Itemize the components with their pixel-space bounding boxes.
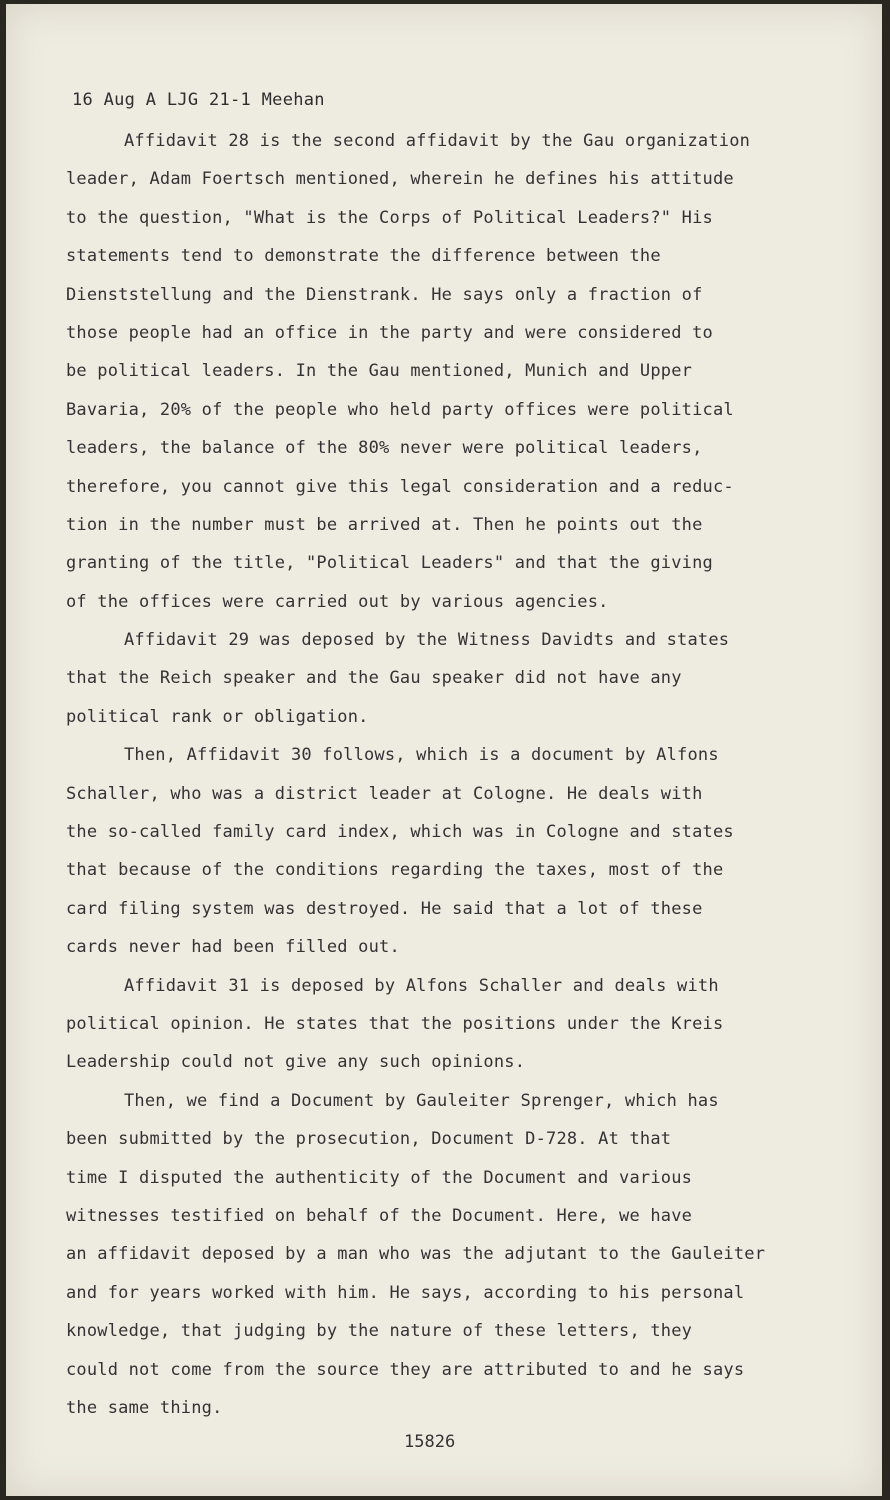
text-line: tion in the number must be arrived at. Then he points out the (66, 514, 703, 535)
text-line: cards never had been filled out. (66, 937, 400, 958)
text-line: Dienststellung and the Dienstrank. He says only a fraction of (66, 284, 703, 305)
text-line: Affidavit 31 is deposed by Alfons Schaller and deals with (124, 975, 719, 996)
text-line: be political leaders. In the Gau mentioned, Munich and Upper (66, 361, 693, 382)
text-line: Affidavit 29 was deposed by the Witness Davidts and states (124, 630, 730, 651)
text-line: those people had an office in the party and were considered to (66, 322, 713, 343)
page-header: 16 Aug A LJG 21-1 Meehan (72, 90, 325, 110)
text-line: card filing system was destroyed. He said that a lot of these (66, 898, 703, 919)
text-line: Affidavit 28 is the second affidavit by the Gau organization (124, 131, 751, 151)
text-line: leaders, the balance of the 80% never were political leaders, (66, 438, 703, 459)
document-page (6, 4, 882, 1496)
text-line: witnesses testified on behalf of the Document. Here, we have (66, 1205, 693, 1226)
text-line: Then, Affidavit 30 follows, which is a document by Alfons (124, 745, 719, 766)
text-line: leader, Adam Foertsch mentioned, wherein he defines his attitude (66, 169, 734, 190)
text-line: been submitted by the prosecution, Document D-728. At that (66, 1129, 672, 1150)
text-line: that the Reich speaker and the Gau speaker did not have any (66, 668, 682, 689)
text-line: political rank or obligation. (66, 706, 369, 727)
text-line: time I disputed the authenticity of the Document and various (66, 1167, 693, 1188)
page-number: 15826 (404, 1432, 456, 1452)
text-line: could not come from the source they are attributed to and he says (66, 1359, 745, 1380)
text-line: of the offices were carried out by various agencies. (66, 591, 609, 612)
text-line: an affidavit deposed by a man who was the adjutant to the Gauleiter (66, 1244, 766, 1265)
text-line: to the question, "What is the Corps of Political Leaders?" His (66, 207, 713, 228)
text-line: Bavaria, 20% of the people who held party offices were political (66, 399, 734, 420)
text-line: knowledge, that judging by the nature of these letters, they (66, 1321, 693, 1342)
text-line: that because of the conditions regarding the taxes, most of the (66, 860, 724, 881)
text-line: and for years worked with him. He says, according to his personal (66, 1282, 745, 1303)
document-body (66, 122, 856, 1427)
text-line: therefore, you cannot give this legal consideration and a reduc- (66, 476, 734, 497)
text-line: political opinion. He states that the positions under the Kreis (66, 1013, 724, 1034)
text-line: granting of the title, "Political Leaders" and that the giving (66, 553, 713, 574)
text-line: statements tend to demonstrate the difference between the (66, 246, 661, 267)
text-line: Leadership could not give any such opinions. (66, 1052, 526, 1073)
text-line: the so-called family card index, which was in Cologne and states (66, 822, 734, 843)
text-line: Schaller, who was a district leader at Cologne. He deals with (66, 783, 703, 804)
text-line: the same thing. (66, 1397, 223, 1418)
text-line: Then, we find a Document by Gauleiter Sprenger, which has (124, 1090, 719, 1111)
